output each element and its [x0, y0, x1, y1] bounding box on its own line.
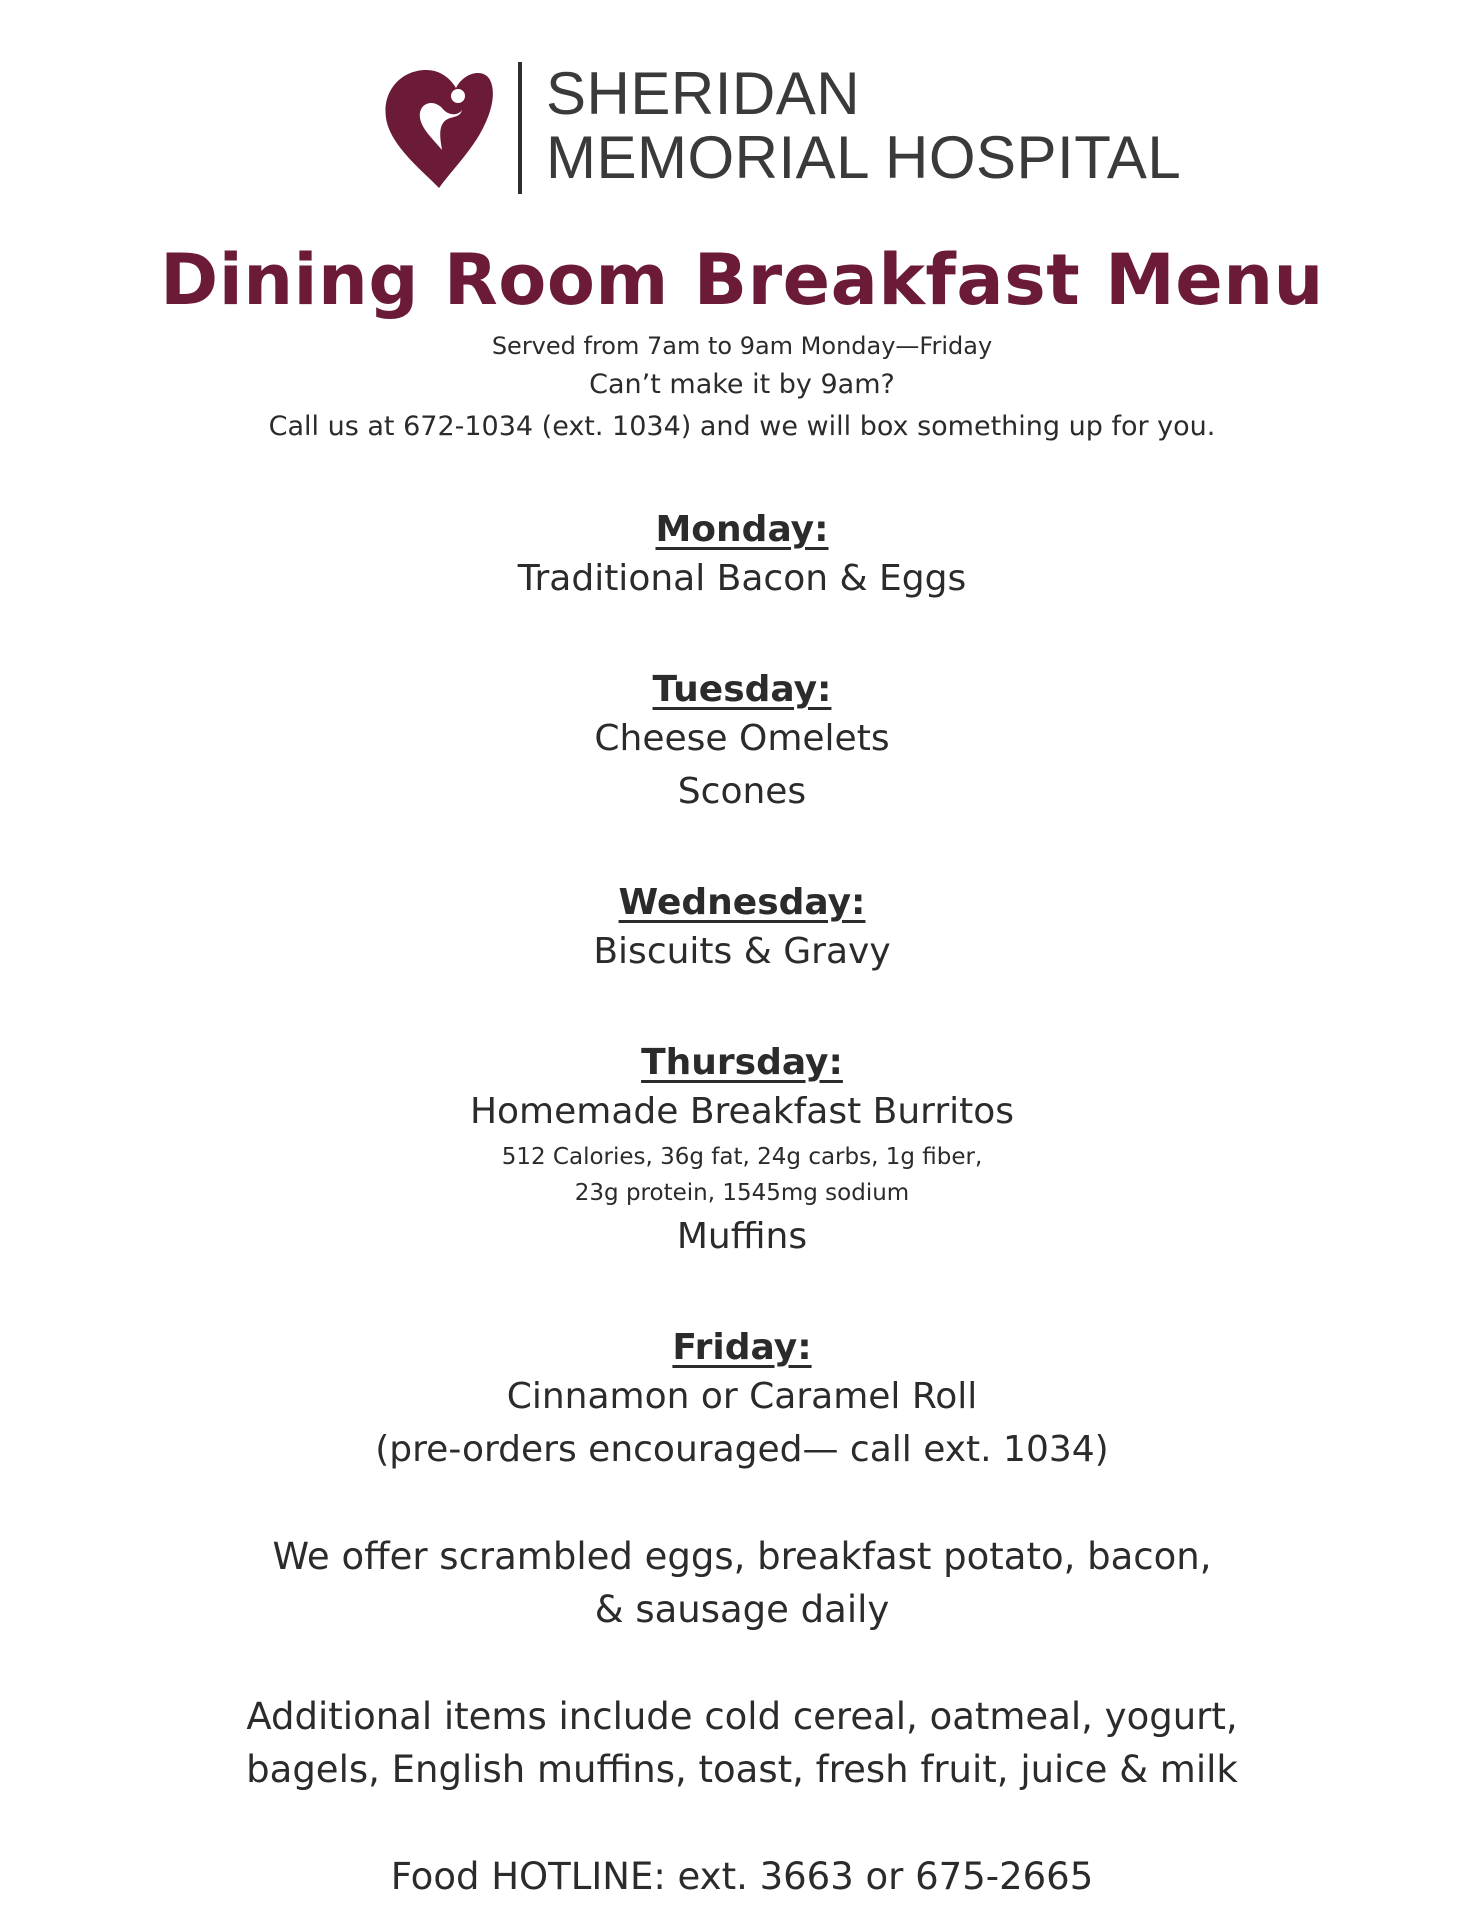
day-heading-thursday: Thursday:: [641, 1042, 843, 1083]
nutrition-line-1: 512 Calories, 36g fat, 24g carbs, 1g fiber,: [501, 1144, 983, 1170]
menu-item-friday-1: Cinnamon or Caramel Roll: [506, 1376, 978, 1417]
logo-line-1: SHERIDAN: [546, 60, 861, 127]
serving-hours: Served from 7am to 9am Monday—Friday: [491, 332, 993, 360]
call-instructions: Call us at 672-1034 (ext. 1034) and we will box something up for you.: [268, 411, 1216, 442]
late-question: Can’t make it by 9am?: [589, 369, 895, 400]
menu-item-wednesday-1: Biscuits & Gravy: [593, 931, 891, 972]
page-title: Dining Room Breakfast Menu: [160, 239, 1324, 321]
additional-items-line-1: Additional items include cold cereal, oatmeal, yogurt,: [246, 1695, 1238, 1738]
nutrition-line-2: 23g protein, 1545mg sodium: [574, 1180, 910, 1206]
heart-logo-icon: [384, 66, 494, 188]
menu-item-tuesday-1: Cheese Omelets: [594, 718, 890, 759]
menu-item-monday-1: Traditional Bacon & Eggs: [517, 558, 967, 599]
logo-divider: [518, 62, 522, 194]
menu-item-tuesday-2: Scones: [677, 771, 807, 812]
daily-offer-line-2: & sausage daily: [594, 1588, 890, 1631]
menu-item-thursday-2: Muffins: [676, 1216, 808, 1257]
daily-offer-line-1: We offer scrambled eggs, breakfast potato, bacon,: [272, 1535, 1212, 1578]
day-heading-monday: Monday:: [655, 509, 829, 550]
hospital-logo: [384, 60, 1182, 197]
day-heading-friday: Friday:: [672, 1327, 812, 1368]
logo-wordmark: [546, 62, 1181, 190]
logo-line-2: MEMORIAL HOSPITAL: [546, 124, 1182, 191]
food-hotline: Food HOTLINE: ext. 3663 or 675-2665: [390, 1855, 1094, 1898]
day-heading-tuesday: Tuesday:: [652, 669, 832, 710]
menu-item-thursday-1: Homemade Breakfast Burritos: [469, 1091, 1015, 1132]
additional-items-line-2: bagels, English muffins, toast, fresh fruit, juice & milk: [246, 1748, 1238, 1791]
day-heading-wednesday: Wednesday:: [618, 882, 866, 923]
menu-item-friday-2: (pre-orders encouraged— call ext. 1034): [375, 1429, 1109, 1470]
